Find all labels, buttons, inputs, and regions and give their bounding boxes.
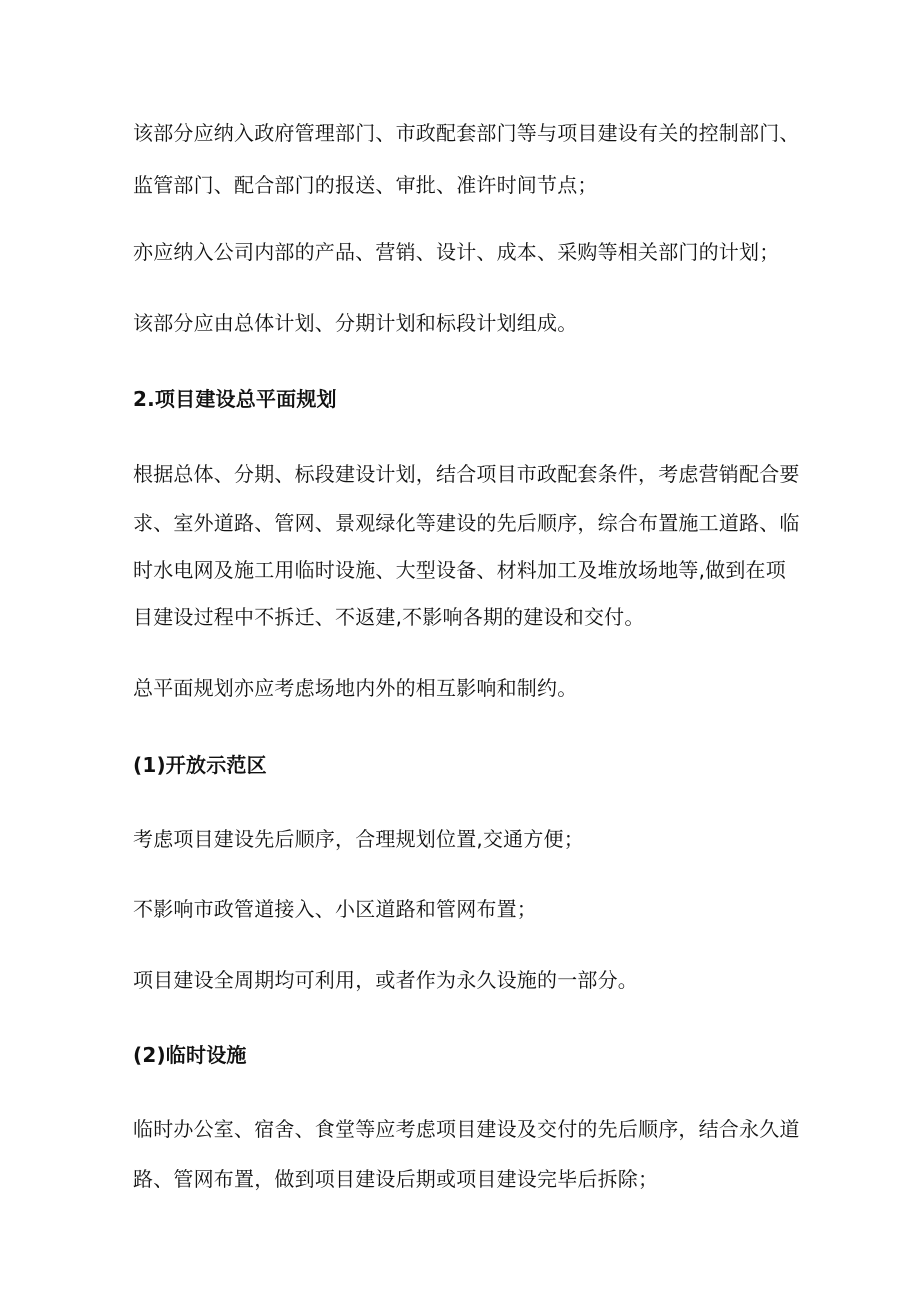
paragraph: 总平面规划亦应考虑场地内外的相互影响和制约。 bbox=[133, 676, 578, 700]
paragraph-line: 时水电网及施工用临时设施、大型设备、材料加工及堆放场地等,做到在项 bbox=[133, 558, 786, 582]
paragraph-line: 临时办公室、宿舍、食堂等应考虑项目建设及交付的先后顺序，结合永久道 bbox=[133, 1117, 800, 1141]
paragraph: 不影响市政管道接入、小区道路和管网布置； bbox=[133, 897, 537, 921]
paragraph: 考虑项目建设先后顺序，合理规划位置,交通方便； bbox=[133, 827, 584, 851]
subsection-heading: (2)临时设施 bbox=[133, 1043, 247, 1067]
paragraph: 亦应纳入公司内部的产品、营销、设计、成本、采购等相关部门的计划； bbox=[133, 240, 780, 264]
paragraph: 该部分应由总体计划、分期计划和标段计划组成。 bbox=[133, 311, 578, 335]
paragraph: 项目建设全周期均可利用，或者作为永久设施的一部分。 bbox=[133, 968, 638, 992]
paragraph-line: 该部分应纳入政府管理部门、市政配套部门等与项目建设有关的控制部门、 bbox=[133, 121, 800, 145]
paragraph-line: 路、管网布置，做到项目建设后期或项目建设完毕后拆除； bbox=[133, 1167, 659, 1191]
paragraph-line: 监管部门、配合部门的报送、审批、准许时间节点； bbox=[133, 173, 598, 197]
paragraph-line: 根据总体、分期、标段建设计划，结合项目市政配套条件，考虑营销配合要 bbox=[133, 462, 800, 486]
subsection-heading: (1)开放示范区 bbox=[133, 753, 267, 777]
paragraph-line: 求、室外道路、管网、景观绿化等建设的先后顺序，综合布置施工道路、临 bbox=[133, 511, 800, 535]
paragraph-line: 目建设过程中不拆迁、不返建,不影响各期的建设和交付。 bbox=[133, 605, 645, 629]
section-heading: 2.项目建设总平面规划 bbox=[133, 387, 337, 411]
